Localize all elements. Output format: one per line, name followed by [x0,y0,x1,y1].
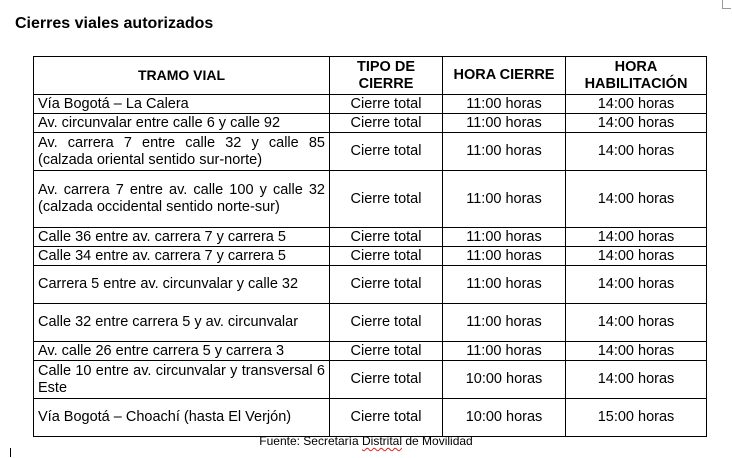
tramo-cell: Calle 34 entre av. carrera 7 y carrera 5 [34,247,330,266]
tramo-cell: Av. carrera 7 entre calle 32 y calle 85 (calzada oriental sentido sur-norte) [34,133,330,171]
text-cursor [10,448,11,457]
tipo-cell: Cierre total [330,114,443,133]
table-row [34,361,707,399]
table-row [34,228,707,247]
document-title: Cierres viales autorizados [15,15,214,32]
tipo-cell: Cierre total [330,171,443,228]
source-note [0,433,732,449]
tramo-cell: Calle 36 entre av. carrera 7 y carrera 5 [34,228,330,247]
hora-habilitacion-cell: 14:00 horas [566,266,707,304]
tramo-cell: Calle 10 entre av. circunvalar y transversal 6 Este [34,361,330,399]
road-closures-table [33,56,707,437]
hora-cierre-cell: 11:00 horas [443,114,566,133]
table-row [34,114,707,133]
tipo-cell: Cierre total [330,342,443,361]
hora-habilitacion-cell: 14:00 horas [566,95,707,114]
tramo-cell: Av. carrera 7 entre av. calle 100 y calle 32 (calzada occidental sentido norte-sur) [34,171,330,228]
table-row [34,95,707,114]
tipo-cell: Cierre total [330,247,443,266]
tramo-cell: Calle 32 entre carrera 5 y av. circunvalar [34,304,330,342]
hora-cierre-cell: 11:00 horas [443,171,566,228]
table-row [34,304,707,342]
hora-cierre-cell: 11:00 horas [443,304,566,342]
hora-habilitacion-cell: 14:00 horas [566,228,707,247]
hora-cierre-cell: 11:00 horas [443,342,566,361]
source-text-before: Fuente: Secretaría [259,434,362,448]
tipo-cell: Cierre total [330,361,443,399]
hora-cierre-cell: 11:00 horas [443,133,566,171]
table-row [34,399,707,437]
table-row [34,133,707,171]
tramo-cell: Av. circunvalar entre calle 6 y calle 92 [34,114,330,133]
hora-habilitacion-cell: 14:00 horas [566,361,707,399]
hora-habilitacion-cell: 14:00 horas [566,247,707,266]
tipo-cell: Cierre total [330,133,443,171]
tipo-cell: Cierre total [330,399,443,437]
hora-cierre-cell: 11:00 horas [443,228,566,247]
header-tipo-de-cierre: TIPO DE CIERRE [330,57,443,95]
hora-habilitacion-cell: 14:00 horas [566,304,707,342]
hora-habilitacion-cell: 14:00 horas [566,133,707,171]
hora-cierre-cell: 11:00 horas [443,266,566,304]
tramo-cell: Carrera 5 entre av. circunvalar y calle 32 [34,266,330,304]
hora-cierre-cell: 10:00 horas [443,399,566,437]
page-corner-mark [722,0,731,9]
tramo-cell: Vía Bogotá – Choachí (hasta El Verjón) [34,399,330,437]
tipo-cell: Cierre total [330,95,443,114]
hora-cierre-cell: 11:00 horas [443,247,566,266]
hora-habilitacion-cell: 14:00 horas [566,342,707,361]
header-hora-cierre: HORA CIERRE [443,57,566,95]
hora-habilitacion-cell: 15:00 horas [566,399,707,437]
tramo-cell: Av. calle 26 entre carrera 5 y carrera 3 [34,342,330,361]
table-header-row [34,57,707,95]
table-row [34,266,707,304]
table-row [34,171,707,228]
tramo-cell: Vía Bogotá – La Calera [34,95,330,114]
hora-habilitacion-cell: 14:00 horas [566,171,707,228]
tipo-cell: Cierre total [330,228,443,247]
spellcheck-flagged-word: Distrital [362,434,403,448]
hora-habilitacion-cell: 14:00 horas [566,114,707,133]
hora-cierre-cell: 10:00 horas [443,361,566,399]
source-text-after: de Movilidad [402,434,473,448]
table-row [34,342,707,361]
header-hora-habilitacion: HORA HABILITACIÓN [566,57,707,95]
tipo-cell: Cierre total [330,304,443,342]
table-row [34,247,707,266]
tipo-cell: Cierre total [330,266,443,304]
hora-cierre-cell: 11:00 horas [443,95,566,114]
header-tramo-vial: TRAMO VIAL [34,57,330,95]
